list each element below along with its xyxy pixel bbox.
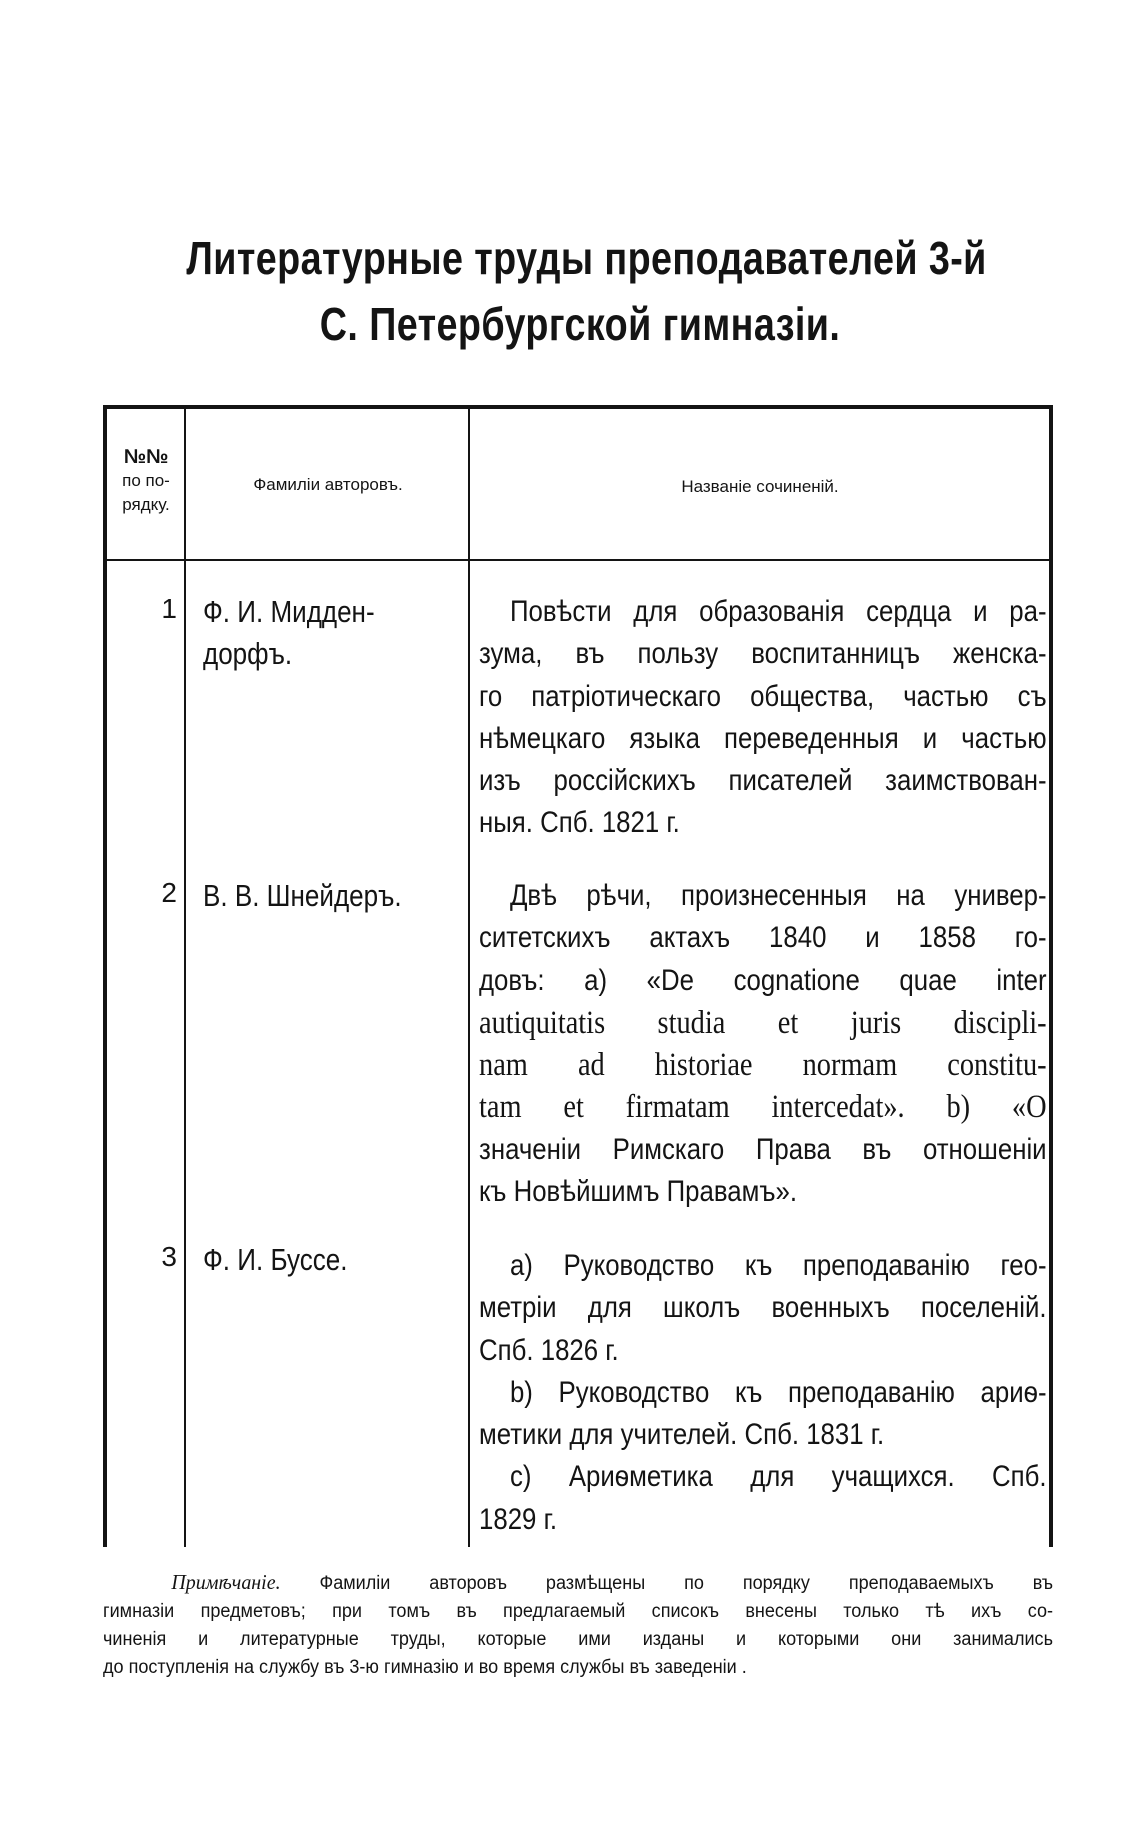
row-2-author	[203, 875, 472, 917]
row-1-author-line-2: дорфъ.	[203, 636, 293, 671]
row-3-work-line: метріи для школъ военныхъ поселеній.	[479, 1291, 1047, 1325]
row-1-work-line: Повѣсти для образованія сердца и ра-	[509, 595, 1047, 628]
row-2-work-line: tam et firmatam intercedat». b) «О	[479, 1089, 1047, 1126]
row-1-work-line: ныя. Спб. 1821 г.	[479, 806, 680, 840]
row-2-work-line: къ Новѣйшимъ Правамъ».	[479, 1175, 798, 1209]
row-1-author	[203, 591, 472, 675]
footnote-lead: Примѣчаніе.	[171, 1570, 281, 1594]
header-works: Названіе сочиненій.	[681, 477, 839, 496]
title-line-1: Литературные труды преподавателей 3-й	[186, 232, 987, 284]
row-2-work-line: nam ad historiae normam constitu-	[479, 1047, 1047, 1084]
table-header-rule	[103, 559, 1053, 561]
row-2-number: 2	[161, 877, 177, 908]
row-3-number: 3	[161, 1241, 177, 1272]
header-number-symbol: №№	[123, 446, 169, 468]
table-left-rule	[103, 405, 107, 1547]
row-2-author-line-1: В. В. Шнейдеръ.	[203, 878, 402, 913]
table-right-rule	[1049, 405, 1053, 1547]
table-top-rule	[103, 405, 1053, 409]
footnote-line-1-text: Фамиліи авторовъ размѣщены по порядку преподаваемыхъ въ	[319, 1573, 1054, 1594]
row-2-work-line: значеніи Римскаго Права въ отношеніи	[479, 1132, 1047, 1166]
row-3-work-line: метики для учителей. Спб. 1831 г.	[479, 1418, 885, 1452]
works-table	[103, 405, 1053, 1547]
row-3-work	[479, 1245, 1047, 1541]
footnote-line-2: гимназіи предметовъ; при томъ въ предлагаемый списокъ внесены только тѣ ихъ со-	[103, 1601, 1053, 1622]
row-2-work	[479, 875, 1047, 1213]
footnote-line-1	[103, 1568, 1053, 1598]
header-number-line-2: рядку.	[122, 495, 170, 514]
row-3-author-line-1: Ф. И. Буссе.	[203, 1242, 348, 1277]
row-1-author-line-1: Ф. И. Мидден-	[203, 594, 375, 629]
row-1-work-line: нѣмецкаго языка переведенныя и частью	[479, 721, 1047, 755]
row-3-work-line: b) Руководство къ преподаванію ариѳ-	[509, 1375, 1047, 1409]
row-1-work	[479, 591, 1047, 845]
row-2-work-line: ситетскихъ актахъ 1840 и 1858 го-	[479, 921, 1047, 955]
row-1-work-line: зума, въ пользу воспитанницъ женска-	[479, 637, 1047, 671]
row-1-work-line: изъ россійскихъ писателей заимствован-	[479, 764, 1047, 798]
footnote-line-3: чиненія и литературные труды, которые ими изданы и которыми они занимались	[103, 1629, 1053, 1650]
row-2-work-line: Двѣ рѣчи, произнесенныя на универ-	[509, 879, 1047, 912]
header-number	[109, 445, 183, 517]
row-3-work-line: a) Руководство къ преподаванію гео-	[509, 1249, 1047, 1282]
table-column-rule-2	[468, 405, 470, 1547]
row-3-work-line: c) Ариѳметика для учащихся. Спб.	[509, 1460, 1047, 1494]
table-column-rule-1	[184, 405, 186, 1547]
header-authors: Фамиліи авторовъ.	[253, 475, 403, 494]
row-2-work-line: autiquitatis studia et juris discipli-	[479, 1004, 1047, 1041]
page-title	[186, 225, 987, 357]
row-3-work-line: Спб. 1826 г.	[479, 1333, 619, 1367]
row-1-number: 1	[161, 593, 177, 624]
footnote	[103, 1568, 1053, 1682]
row-3-work-line: 1829 г.	[479, 1502, 558, 1536]
row-3-author	[203, 1239, 472, 1281]
header-number-line-1: по по-	[122, 471, 170, 490]
row-2-work-line: довъ: а) «De cognatione quae inter	[479, 963, 1047, 997]
title-line-2: С. Петербургской гимназіи.	[319, 298, 841, 350]
row-1-work-line: го патріотическаго общества, частью съ	[479, 679, 1047, 713]
footnote-line-4: до поступленія на службу въ 3-ю гимназію и во время службы въ заведеніи .	[103, 1657, 747, 1678]
